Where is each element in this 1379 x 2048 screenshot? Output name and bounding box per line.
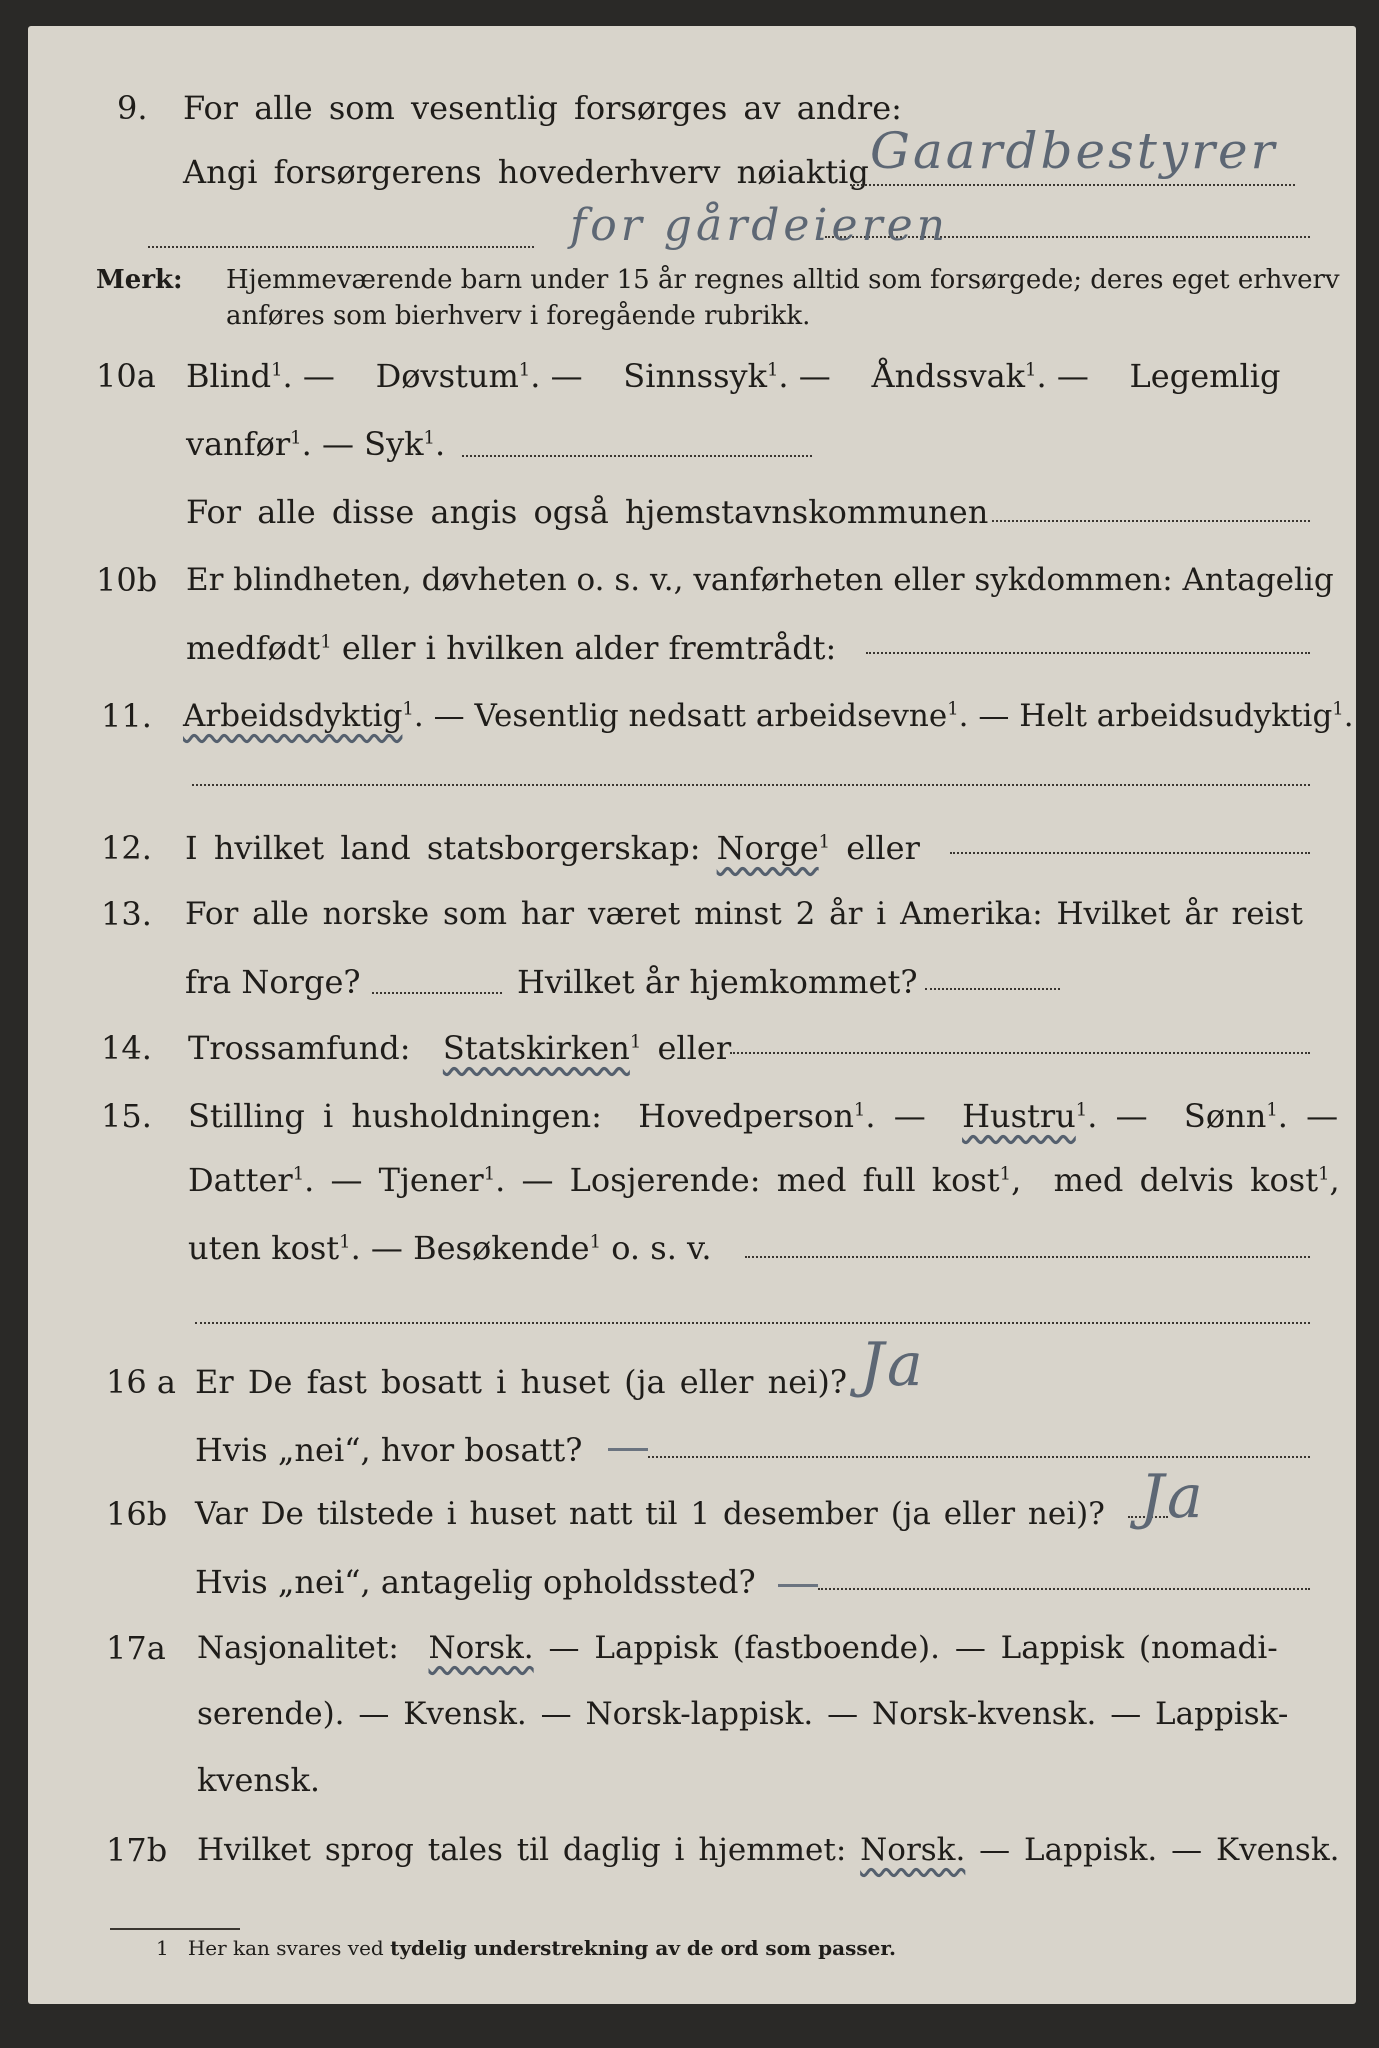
opt-dovstum: Døvstum [375,357,519,395]
q13-hjemkommet-answer-line [925,988,1060,990]
q17b-line [197,1830,1339,1870]
q11-number: 11. [101,697,152,735]
q11-answer-line [192,784,1310,786]
q10b-line2: medfødt$^1$ eller i hvilken alder fremtrådt: [186,629,837,667]
opt-vesentlig-nedsatt: Vesentlig nedsatt arbeidsevne [474,698,948,734]
q16b-opholdssted-line [818,1588,1310,1590]
q16a-number: 16 a [106,1363,176,1401]
q14-line: Trossamfund: Statskirken$^1$ eller [188,1029,732,1067]
q12-answer-line [950,852,1310,854]
q13-line1: For alle norske som har været minst 2 år i Amerika: Hvilket år reist [185,896,1303,932]
q14-number: 14. [101,1029,152,1067]
opt-norge: Norge [716,829,819,867]
opt-uten-kost: uten kost [188,1229,340,1267]
q9-handwritten-answer2: for gårdeieren [570,200,949,251]
q9-line2: Angi forsørgerens hovederhverv nøiaktig [183,153,869,191]
q17a-line2: serende). — Kvensk. — Norsk-lappisk. — Norsk-kvensk. — Lappisk- [197,1696,1289,1732]
opt-arbeidsdyktig: Arbeidsdyktig [183,698,403,734]
q10b-alder-text: eller i hvilken alder fremtrådt: [341,629,837,667]
q9-number: 9. [117,89,148,127]
q10a-line3: For alle disse angis også hjemstavnskommunen [186,493,989,531]
merk-label: Merk: [96,265,183,295]
q10b-number: 10b [96,561,158,599]
q17a-line3: kvensk. [197,1761,320,1799]
q10a-number: 10a [96,357,156,395]
opt-datter: Datter [188,1161,293,1199]
q17b-options-rest: — Lappisk. — Kvensk. [979,1832,1340,1868]
q9-handwritten-answer1: Gaardbestyrer [870,122,1278,180]
q17a-line1 [197,1628,1278,1668]
q12-text: I hvilket land statsborgerskap: [185,829,701,867]
q15-line3: uten kost$^1$. — Besøkende$^1$ o. s. v. [188,1229,712,1267]
opt-vanfor: vanfør [186,425,291,463]
opt-norsk: Norsk. [428,1630,534,1666]
q16b-line1: Var De tilstede i huset natt til 1 desember (ja eller nei)? [195,1496,1105,1532]
q14-answer-line [730,1052,1310,1054]
footnote [156,1936,896,1960]
q12-eller: eller [846,829,920,867]
opt-andssvak: Åndssvak [871,357,1026,395]
merk-line1: Hjemmeværende barn under 15 år regnes alltid som forsørgede; deres eget erhverv [226,265,1340,295]
q15-line1: Stilling i husholdningen: Hovedperson$^1$. — Hustru$^1$. — Sønn$^1$. — [188,1097,1339,1135]
q16a-line1: Er De fast bosatt i huset (ja eller nei)? [195,1363,848,1401]
opt-syk: Syk [364,425,424,463]
footnote-text: Her kan svares ved [187,1936,384,1960]
q16b-number: 16b [106,1495,168,1533]
q10b-answer-line [866,652,1310,654]
opt-delvis-kost: med delvis kost [1053,1161,1319,1199]
opt-sonn: Sønn [1183,1097,1267,1135]
opt-statskirken: Statskirken [442,1029,630,1067]
q16b-line2: Hvis „nei“, antagelig opholdssted? [195,1563,756,1601]
q15-osv: o. s. v. [611,1229,712,1267]
q14-eller: eller [657,1029,732,1067]
q15-stilling: Stilling i husholdningen: [188,1097,602,1135]
opt-legemlig: Legemlig [1129,357,1281,395]
opt-hovedperson: Hovedperson [638,1097,854,1135]
q17a-number: 17a [106,1629,166,1667]
q9-answer-line1 [850,184,1295,186]
q15-answer-line2 [195,1322,1310,1324]
q17a-options-rest: — Lappisk (fastboende). — Lappisk (nomadi- [548,1630,1278,1666]
q13-reist-answer-line [372,992,502,994]
q15-answer-line [745,1256,1310,1258]
q16b-dash-mark [778,1584,818,1587]
q13-number: 13. [101,895,152,933]
q10b-line1: Er blindheten, døvheten o. s. v., vanførheten eller sykdommen: Antagelig [186,562,1334,598]
opt-helt-arbeidsudyktig: Helt arbeidsudyktig [1019,698,1333,734]
q10a-answer-line [462,455,812,457]
q17a-nasjonalitet: Nasjonalitet: [197,1630,399,1666]
q15-line2: Datter$^1$. — Tjener$^1$. — Losjerende: med full kost$^1$, med delvis kost$^1$, [188,1161,1340,1199]
q10a-line2: vanfør$^1$. — Syk$^1$. [186,425,446,463]
q16b-handwritten-answer: Ja [1140,1462,1206,1532]
q9-answer-line2a [148,246,534,248]
q16a-answer-line [648,1456,1310,1458]
q17b-text: Hvilket sprog tales til daglig i hjemmet: [197,1832,847,1868]
opt-blind: Blind [186,357,272,395]
opt-besokende: Besøkende [413,1229,590,1267]
opt-sinnssyk: Sinnssyk [623,357,767,395]
q12-number: 12. [101,829,152,867]
opt-tjener: Tjener [378,1161,484,1199]
q10a-hjemstavn-line [992,520,1310,522]
opt-medfodt: medfødt [186,629,321,667]
q14-text: Trossamfund: [188,1029,411,1067]
q12-line: I hvilket land statsborgerskap: Norge$^1$ eller [185,829,920,867]
footnote-bold-text: tydelig understrekning av de ord som passer. [390,1936,896,1960]
q16a-line2: Hvis „nei“, hvor bosatt? [195,1431,583,1469]
footnote-rule [110,1928,240,1930]
q17b-number: 17b [106,1831,168,1869]
q15-number: 15. [101,1097,152,1135]
merk-line2: anføres som bierhverv i foregående rubrikk. [226,301,811,331]
footnote-mark: 1 [156,1936,169,1960]
q16a-handwritten-answer: Ja [860,1330,926,1400]
opt-hustru: Hustru [962,1097,1076,1135]
opt-losjerende-full-kost: Losjerende: med full kost [569,1161,1000,1199]
q11-line: Arbeidsdyktig$^1$. — Vesentlig nedsatt arbeidsevne$^1$. — Helt arbeidsudyktig$^1$. [183,698,1354,734]
opt-norsk-sprog: Norsk. [860,1832,966,1868]
q13-fra-norge: fra Norge? [185,963,361,1001]
q16a-dash-mark [608,1448,648,1451]
q9-line1: For alle som vesentlig forsørges av andre: [183,89,902,127]
q13-hjemkommet: Hvilket år hjemkommet? [517,963,918,1001]
q10a-line1: Blind$^1$. — Døvstum$^1$. — Sinnssyk$^1$. — Åndssvak$^1$. — Legemlig [186,357,1281,395]
